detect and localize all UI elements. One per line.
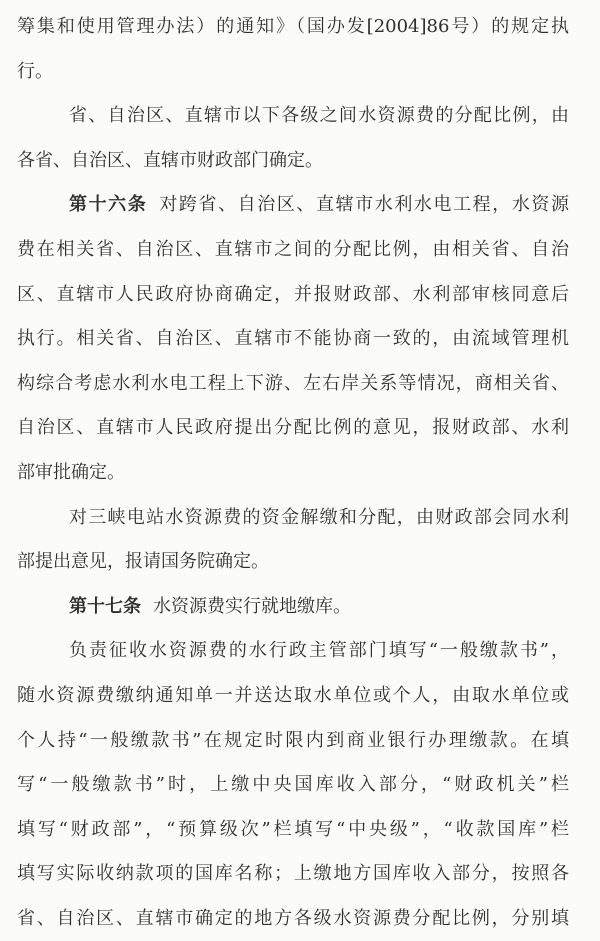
text-line: [17, 451, 569, 496]
line-text: 个人持“一般缴款书”在规定时限内到商业银行办理缴款。在填: [17, 729, 569, 751]
line-text: 部提出意见，报请国务院确定。: [17, 551, 269, 573]
line-text: 省、自治区、直辖市以下各级之间水资源费的分配比例，由: [69, 105, 569, 127]
text-line: [17, 540, 569, 585]
line-text: 区、直辖市人民政府协商确定，并报财政部、水利部审核同意后: [17, 283, 569, 305]
line-text: 写“一般缴款书”时，上缴中央国库收入部分，“财政机关”栏: [17, 774, 569, 796]
text-line: [17, 852, 569, 897]
line-text: 对跨省、自治区、直辖市水利水电工程，水资源: [159, 194, 570, 216]
text-line: [69, 585, 569, 630]
line-text: 行。: [17, 60, 53, 82]
line-text: 各省、自治区、直辖市财政部门确定。: [17, 149, 323, 171]
line-text: 随水资源费缴纳通知单一并送达取水单位或个人，由取水单位或: [17, 684, 569, 706]
text-line: [17, 763, 569, 808]
text-line: [69, 629, 569, 674]
article-heading: 第十六条: [69, 194, 148, 216]
text-line: [17, 139, 569, 184]
text-line: [17, 362, 569, 407]
text-line: [17, 5, 569, 50]
line-text: 水资源费实行就地缴库。: [153, 595, 351, 617]
text-line: [17, 406, 569, 451]
line-text: 自治区、直辖市人民政府提出分配比例的意见，报财政部、水利: [17, 417, 569, 439]
text-line: [17, 228, 569, 273]
text-line: [17, 50, 569, 95]
text-line: [17, 719, 569, 764]
text-line: [17, 273, 569, 318]
line-text: 部审批确定。: [17, 461, 125, 483]
text-line: [69, 94, 569, 139]
line-text: 执行。相关省、自治区、直辖市不能协商一致的，由流域管理机: [17, 328, 569, 350]
text-line: [17, 808, 569, 853]
line-text: 对三峡电站水资源费的资金解缴和分配，由财政部会同水利: [69, 506, 569, 528]
text-line: [17, 317, 569, 362]
article-heading: 第十七条: [69, 595, 141, 617]
text-line: [17, 674, 569, 719]
text-line: [69, 496, 569, 541]
line-text: 省、自治区、直辖市确定的地方各级水资源费分配比例，分别填: [17, 907, 569, 929]
line-text: 构综合考虑水利水电工程上下游、左右岸关系等情况，商相关省、: [17, 372, 569, 394]
line-text: 填写“财政部”，“预算级次”栏填写“中央级”，“收款国库”栏: [17, 818, 569, 840]
line-text: 费在相关省、自治区、直辖市之间的分配比例，由相关省、自治: [17, 238, 569, 260]
text-line: [69, 183, 569, 228]
text-line: [17, 897, 569, 941]
line-text: 负责征收水资源费的水行政主管部门填写“一般缴款书”，: [69, 640, 569, 662]
line-text: 筹集和使用管理办法）的通知》（国办发[2004]86号）的规定执: [17, 16, 569, 37]
line-text: 填写实际收纳款项的国库名称；上缴地方国库收入部分，按照各: [17, 863, 569, 885]
